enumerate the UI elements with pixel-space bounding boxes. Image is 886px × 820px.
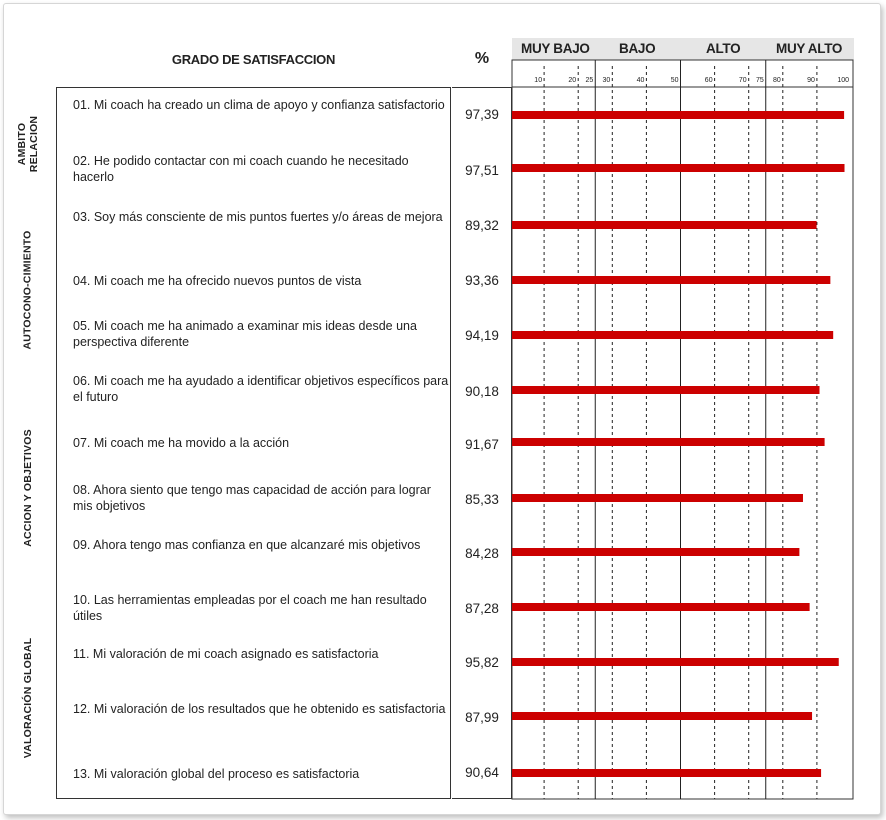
bar-12 xyxy=(512,712,812,720)
question-10: 10. Las herramientas empleadas por el coach me han resultado útiles xyxy=(73,593,427,623)
percent-value-10: 87,28 xyxy=(465,601,499,616)
category-valoracion-global: VALORACIÓN GLOBAL xyxy=(22,637,35,758)
percent-value-04: 93,36 xyxy=(465,273,499,288)
percent-value-11: 95,82 xyxy=(465,655,499,670)
band-label-muy-alto: MUY ALTO xyxy=(776,41,843,56)
table-title: GRADO DE SATISFACCION xyxy=(171,52,336,67)
question-07: 07. Mi coach me ha movido a la acción xyxy=(73,436,290,450)
bar-02 xyxy=(512,164,845,172)
bar-06 xyxy=(512,386,820,394)
tick-label-50: 50 xyxy=(670,77,679,84)
question-01: 01. Mi coach ha creado un clima de apoyo y confianza satisfactorio xyxy=(73,98,445,112)
percent-value-01: 97,39 xyxy=(465,107,499,122)
tick-label-10: 10 xyxy=(534,77,543,84)
bar-11 xyxy=(512,658,839,666)
bar-13 xyxy=(512,769,821,777)
tick-label-25: 25 xyxy=(585,77,594,84)
question-13: 13. Mi valoración global del proceso es satisfactoria xyxy=(73,767,360,781)
percent-value-12: 87,99 xyxy=(465,710,499,725)
bar-08 xyxy=(512,494,803,502)
category-autoconocimiento: AUTOCONO-CIMIENTO xyxy=(22,230,35,350)
bar-05 xyxy=(512,331,833,339)
tick-label-80: 80 xyxy=(773,77,781,84)
percent-value-08: 85,33 xyxy=(465,492,499,507)
tick-label-30: 30 xyxy=(602,77,611,84)
bar-03 xyxy=(512,221,817,229)
question-03: 03. Soy más consciente de mis puntos fuertes y/o áreas de mejora xyxy=(73,210,443,224)
question-04: 04. Mi coach me ha ofrecido nuevos puntos de vista xyxy=(73,274,362,288)
tick-label-60: 60 xyxy=(704,77,713,84)
tick-label-20: 20 xyxy=(568,77,577,84)
bar-10 xyxy=(512,603,810,611)
percent-value-02: 97,51 xyxy=(465,163,499,178)
question-11: 11. Mi valoración de mi coach asignado es satisfactoria xyxy=(73,647,379,661)
tick-label-70: 70 xyxy=(738,77,747,84)
band-label-alto: ALTO xyxy=(706,41,741,56)
percent-value-09: 84,28 xyxy=(465,546,499,561)
bar-09 xyxy=(512,548,799,556)
tick-label-40: 40 xyxy=(636,77,645,84)
question-08: 08. Ahora siento que tengo mas capacidad de acción para lograr mis objetivos xyxy=(73,483,431,513)
category-ambito-relacion: AMBITO RELACION xyxy=(16,115,40,173)
percent-value-06: 90,18 xyxy=(465,384,499,399)
question-12: 12. Mi valoración de los resultados que he obtenido es satisfactoria xyxy=(73,702,446,716)
bar-04 xyxy=(512,276,830,284)
percent-column-header: % xyxy=(474,50,490,67)
percent-value-07: 91,67 xyxy=(465,437,499,452)
percent-value-05: 94,19 xyxy=(465,328,499,343)
tick-label-75: 75 xyxy=(755,77,764,84)
tick-label-100: 100 xyxy=(837,77,849,84)
band-label-bajo: BAJO xyxy=(619,41,656,56)
question-05: 05. Mi coach me ha animado a examinar mis ideas desde una perspectiva diferente xyxy=(73,319,417,349)
percent-value-03: 89,32 xyxy=(465,218,499,233)
bar-01 xyxy=(512,111,844,119)
percent-value-13: 90,64 xyxy=(465,765,499,780)
band-label-muy-bajo: MUY BAJO xyxy=(521,41,590,56)
category-accion-objetivos: ACCION Y OBJETIVOS xyxy=(22,428,35,547)
tick-label-90: 90 xyxy=(807,77,815,84)
question-09: 09. Ahora tengo mas confianza en que alcanzaré mis objetivos xyxy=(73,538,421,552)
question-06: 06. Mi coach me ha ayudado a identificar objetivos específicos para el futuro xyxy=(73,374,449,404)
bar-07 xyxy=(512,438,825,446)
question-02: 02. He podido contactar con mi coach cuando he necesitado hacerlo xyxy=(73,154,409,184)
